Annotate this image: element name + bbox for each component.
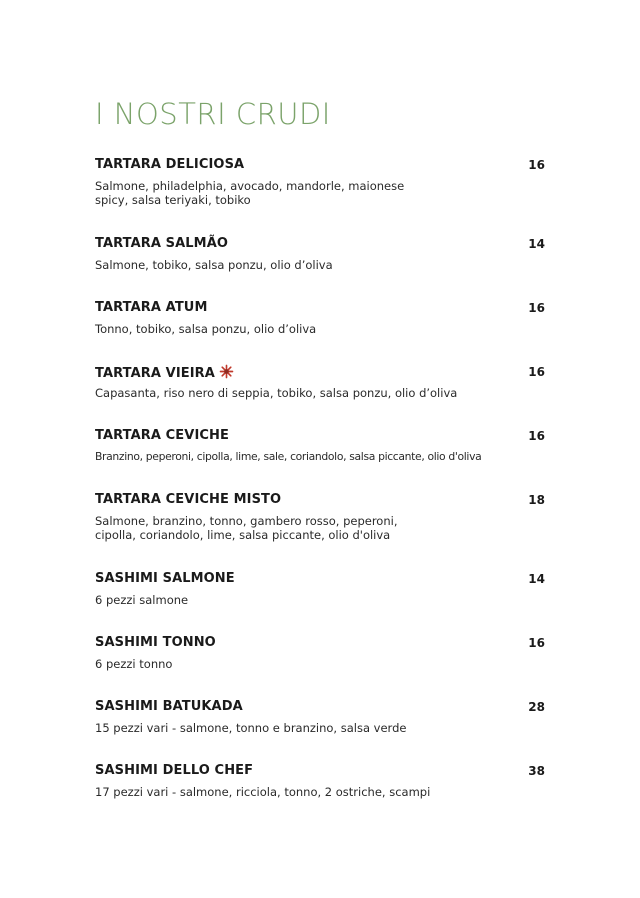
menu-item-price: 16 — [528, 158, 545, 172]
menu-item-price: 14 — [528, 237, 545, 251]
menu-item-price: 16 — [528, 301, 545, 315]
menu-item-name: SASHIMI TONNO — [95, 635, 216, 650]
menu-item-name: TARTARA VIEIRA — [95, 366, 215, 381]
menu-item-name: TARTARA ATUM — [95, 300, 208, 315]
menu-item-name: TARTARA CEVICHE — [95, 428, 229, 443]
menu-item-description: Branzino, peperoni, cipolla, lime, sale, coriandolo, salsa piccante, olio d'oliva — [95, 450, 482, 463]
menu-item-price: 38 — [528, 764, 545, 778]
menu-item-description: 15 pezzi vari - salmone, tonno e branzino, salsa verde — [95, 721, 407, 735]
menu-item-name: TARTARA SALMÃO — [95, 236, 229, 251]
menu-item-price: 16 — [528, 365, 545, 379]
menu-item-description: Salmone, philadelphia, avocado, mandorle, maionese spicy, salsa teriyaki, tobiko — [95, 179, 405, 207]
menu-item-name: TARTARA CEVICHE MISTO — [95, 492, 282, 507]
menu-item-price: 16 — [528, 429, 545, 443]
menu-item-description: 6 pezzi tonno — [95, 657, 173, 671]
menu-item-price: 28 — [528, 700, 545, 714]
menu-item-description: 17 pezzi vari - salmone, ricciola, tonno, 2 ostriche, scampi — [95, 785, 431, 799]
menu-item-price: 14 — [528, 572, 545, 586]
menu-item-description: Salmone, tobiko, salsa ponzu, olio d’oliva — [95, 258, 333, 272]
menu-item-name-row — [95, 364, 234, 382]
menu-item-description: Capasanta, riso nero di seppia, tobiko, salsa ponzu, olio d’oliva — [95, 386, 458, 400]
menu-item-description: 6 pezzi salmone — [95, 593, 189, 607]
red-flower-icon — [219, 364, 234, 379]
menu-item-name: SASHIMI SALMONE — [95, 571, 235, 586]
menu-item-name: SASHIMI DELLO CHEF — [95, 763, 254, 778]
menu-item-name: TARTARA DELICIOSA — [95, 157, 245, 172]
menu-item-price: 18 — [528, 493, 545, 507]
menu-item-price: 16 — [528, 636, 545, 650]
menu-item-description: Salmone, branzino, tonno, gambero rosso, peperoni, cipolla, coriandolo, lime, salsa piccante, olio d'oliva — [95, 514, 398, 542]
menu-item-description: Tonno, tobiko, salsa ponzu, olio d’oliva — [95, 322, 317, 336]
menu-item-name: SASHIMI BATUKADA — [95, 699, 243, 714]
menu-section-title: I NOSTRI CRUDI — [95, 97, 331, 131]
